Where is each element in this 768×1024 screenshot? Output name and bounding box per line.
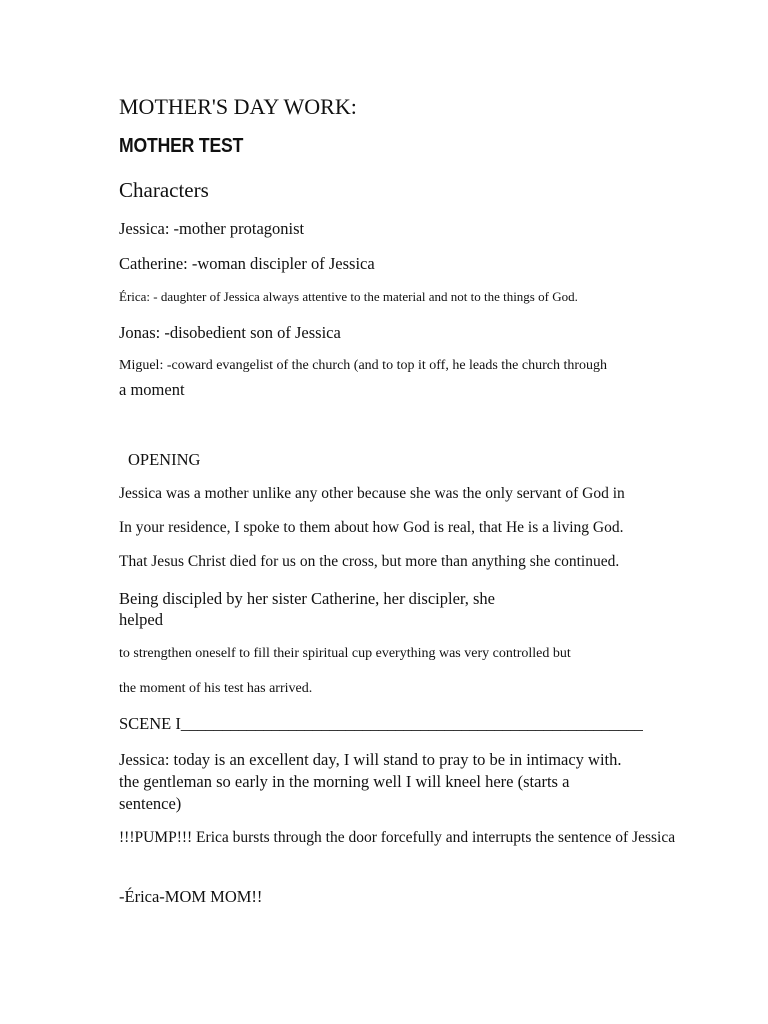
opening-paragraph: helped xyxy=(119,610,163,629)
opening-paragraph: to strengthen oneself to fill their spiritual cup everything was very controlled but xyxy=(119,646,571,661)
character-line: Jonas: -disobedient son of Jessica xyxy=(119,323,341,342)
character-line: Catherine: -woman discipler of Jessica xyxy=(119,254,375,273)
dialogue-line: -Érica-MOM MOM!! xyxy=(119,887,263,906)
character-line: Miguel: -coward evangelist of the church (and to top it off, he leads the church through xyxy=(119,358,608,373)
opening-paragraph: the moment of his test has arrived. xyxy=(119,681,313,696)
scene-line: the gentleman so early in the morning well I will kneel here (starts a xyxy=(119,772,570,791)
character-line: Jessica: -mother protagonist xyxy=(119,219,305,238)
scene-line: sentence) xyxy=(119,794,182,813)
characters-heading: Characters xyxy=(119,178,209,202)
opening-heading: OPENING xyxy=(128,450,201,469)
document-subtitle: MOTHER TEST xyxy=(119,135,244,157)
opening-paragraph: In your residence, I spoke to them about how God is real, that He is a living God. xyxy=(119,519,624,536)
opening-paragraph: Jessica was a mother unlike any other because she was the only servant of God in xyxy=(119,485,625,502)
action-paragraph: !!!PUMP!!! Erica bursts through the door forcefully and interrupts the sentence of Jessica xyxy=(119,829,676,846)
character-line: Érica: - daughter of Jessica always attentive to the material and not to the things of God. xyxy=(119,289,578,304)
opening-paragraph: Being discipled by her sister Catherine, her discipler, she xyxy=(119,589,495,608)
opening-paragraph: That Jesus Christ died for us on the cross, but more than anything she continued. xyxy=(119,553,620,570)
scene-heading: SCENE I________________________________________________________ xyxy=(119,714,643,733)
document-title: MOTHER'S DAY WORK: xyxy=(119,94,357,119)
scene-line: Jessica: today is an excellent day, I will stand to pray to be in intimacy with. xyxy=(119,750,622,769)
character-line-continuation: a moment xyxy=(119,380,185,399)
